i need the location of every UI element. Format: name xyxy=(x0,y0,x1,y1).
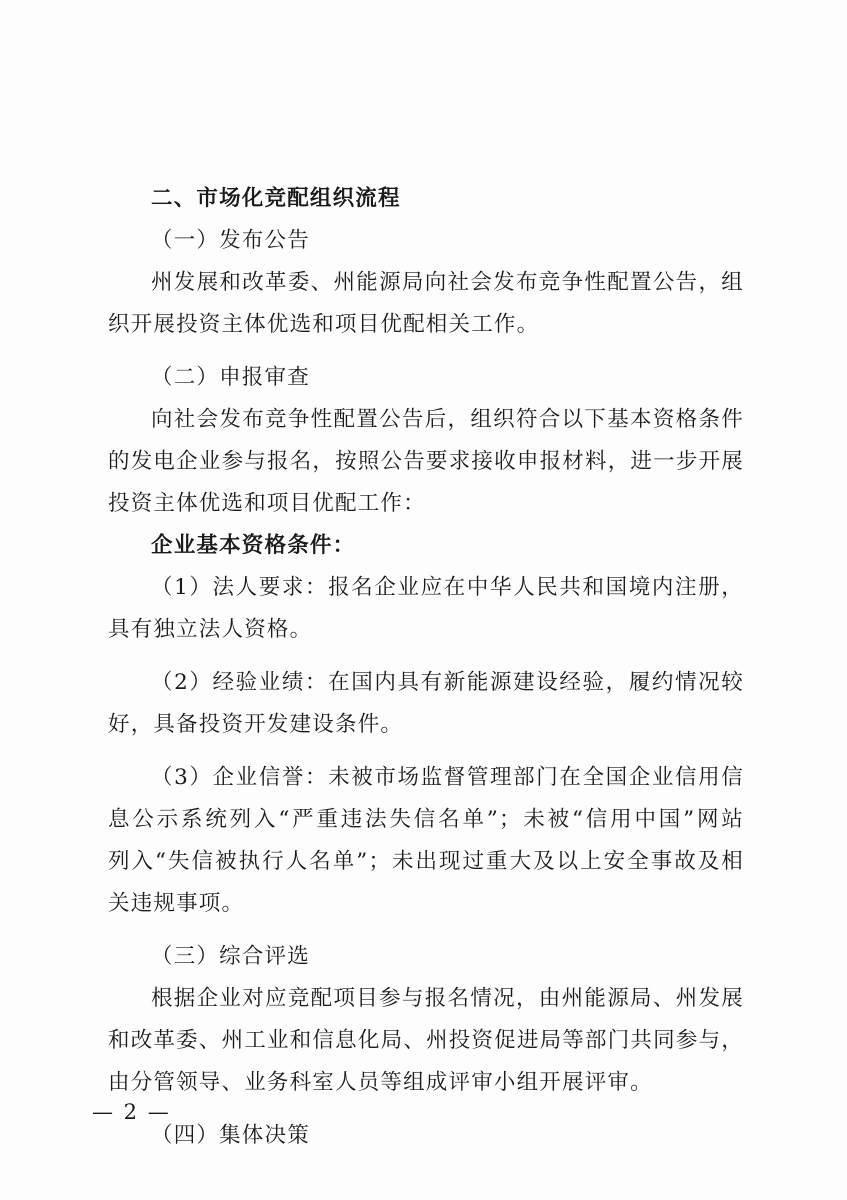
paragraph-line: 州发展和改革委、州能源局向社会发布竞争性配置公告，组 xyxy=(151,270,744,295)
document-body xyxy=(108,178,744,1157)
paragraph-line: 向社会发布竞争性配置公告后，组织符合以下基本资格条件 xyxy=(151,407,744,432)
subsection-title-3: （三）综合评选 xyxy=(151,944,310,969)
paragraph-line: 织开展投资主体优选和项目优配相关工作。 xyxy=(108,312,540,337)
paragraph-line: 好，具备投资开发建设条件。 xyxy=(108,712,404,737)
paragraph-line: （1）法人要求：报名企业应在中华人民共和国境内注册， xyxy=(151,575,744,600)
subsection-title-4: （四）集体决策 xyxy=(151,1123,310,1148)
paragraph-line: 具有独立法人资格。 xyxy=(108,617,313,642)
paragraph-line: 投资主体优选和项目优配工作： xyxy=(108,491,426,516)
paragraph-line: 的发电企业参与报名，按照公告要求接收申报材料，进一步开展 xyxy=(108,449,744,474)
subsection-title-2: （二）申报审查 xyxy=(151,365,310,390)
section-heading: 二、市场化竞配组织流程 xyxy=(151,186,401,211)
paragraph-line: 关违规事项。 xyxy=(108,891,245,916)
paragraph-line: （2）经验业绩：在国内具有新能源建设经验，履约情况较 xyxy=(151,670,744,695)
paragraph-line: 息公示系统列入“严重违法失信名单”；未被“信用中国”网站 xyxy=(108,807,744,832)
page-number: — 2 — xyxy=(92,1100,171,1124)
paragraph-line: 和改革委、州工业和信息化局、州投资促进局等部门共同参与， xyxy=(108,1028,744,1053)
paragraph-line: （3）企业信誉：未被市场监督管理部门在全国企业信用信 xyxy=(151,765,744,790)
criteria-heading: 企业基本资格条件： xyxy=(151,533,356,558)
paragraph-line: 由分管领导、业务科室人员等组成评审小组开展评审。 xyxy=(108,1070,653,1095)
paragraph-line: 根据企业对应竞配项目参与报名情况，由州能源局、州发展 xyxy=(151,986,744,1011)
paragraph-line: 列入“失信被执行人名单”；未出现过重大及以上安全事故及相 xyxy=(108,849,744,874)
subsection-title-1: （一）发布公告 xyxy=(151,228,310,253)
